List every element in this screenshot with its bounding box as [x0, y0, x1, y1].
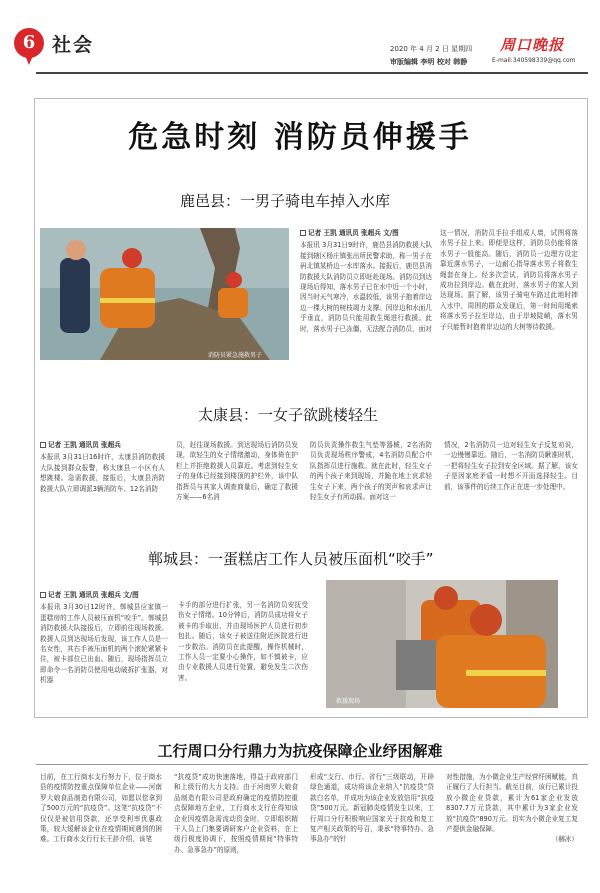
story2-column-1	[40, 440, 165, 522]
editor-credits: 审版编辑 李明 校对 韩静	[390, 58, 468, 66]
bottom-column-4	[446, 772, 578, 884]
byline-square-icon	[40, 442, 46, 448]
story2-column-4: 情况，2名消防员一边对轻生女子反复劝说，一边慢慢靠近。随后，一名消防员瞅准时机，一把将轻生女子拉到安全区域。据了解，该女子是因家庭矛盾一时想不开而选择轻生。目前，该事件的后续工作正在进一步处理中。	[444, 441, 578, 491]
page-header	[0, 0, 600, 78]
story1-byline-text: 记者 王凯 通讯员 张超兵 文/图	[308, 229, 399, 237]
bottom-author: （赫冰）	[551, 835, 578, 844]
bottom-text-4: 对性措施，为小微企业生产经营纾困赋能，真正履行了大行担当。截至目前，该行已累计投放小微企业贷款，累计为61家企业发放8307.7万元贷款，其中累计为3家企业发放“抗疫贷”890万元。切实为小微企业复工复产提供金融保障。	[446, 773, 578, 834]
story1-photo	[40, 228, 289, 360]
page-number-badge: 6	[14, 28, 44, 58]
byline-square-icon	[40, 592, 46, 598]
story2-column-2: 员，赶往现场救援。到达现场后消防员发现，欲轻生的女子情绪激动，身体倚在护栏上并拒绝救援人员靠近。考虑到轻生女子的身体已经接到楼顶的护栏外，该中队指挥员与其家人调查商量后，确定了救援方案——6名消	[176, 441, 298, 502]
story1-byline	[300, 228, 432, 238]
story3-column-1	[40, 590, 168, 708]
story3-text-1: 本报讯 3月30日12时许，郸城县应家镇一蛋糕房的工作人员被压面机“咬手”。郸城县消防救援大队接报后，立即前往现场救援。救援人员到达现场后发现，该工作人员是一名女性，其右手被压面机的两个滚轮紧紧卡住，被卡部位已出血。随后，现场指挥员立即命令一名消防员使用电动破拆扩张器，对机器	[40, 603, 168, 685]
contact-email: E-mail:340598339@qq.com	[492, 57, 576, 64]
story2-byline	[40, 440, 165, 450]
story2-title: 太康县：一女子欲跳楼轻生	[198, 406, 379, 424]
story3-title: 郸城县：一蛋糕店工作人员被压面机“咬手”	[148, 550, 434, 568]
story1-column-1	[300, 228, 432, 368]
rescue-scene-image	[326, 580, 558, 708]
bottom-column-3: 形成“支行、市行、省行”三级联动，开辟绿色通道，成功将该企业纳入“抗疫贷”贷款白名单，并成功为该企业发放信用“抗疫贷”500万元。新冠肺炎疫情发生以来，工行周口分行积极响应国家关于抗疫和复工复产相关政策的号召，秉承“特事特办、急事急办”的针	[310, 773, 434, 844]
story3-caption: 救援现场	[336, 698, 361, 705]
story2-byline-text: 记者 王凯 通讯员 张超兵	[48, 441, 121, 449]
section-name: 社会	[52, 34, 95, 56]
header-divider	[36, 72, 588, 74]
main-headline: 危急时刻 消防员伸援手	[128, 120, 472, 155]
story1-caption: 消防员紧急施救男子	[208, 352, 263, 359]
story1-text-1: 本报讯 3月31日9时许，鹿邑县消防救援大队接到辖区杨庄镇张出所民警求助，称一男子在码北镇某桥边一水库落水。接报后，鹿邑县消防救援大队消防员立即赶赴现场。消防员到达现场后得知，落水男子已在水中近一个小时，因当时天气寒冷，水温较低，该男子抱着岸边边一棵大树的树枝竭力支撑。因岸边和水面几乎垂直，消防员只能用救生绳进行救援。此时，落水男子已冻僵，无法配合消防员，面对	[300, 241, 432, 333]
bottom-column-2: “抗疫贷”成功快速落地，得益于政府部门和上级行的大力支持。由于河南罗大娘食品制造有限公司是政府确定的疫情防控重点保障地方企业，工行商水支行在得知该企业因疫情急需流动资金时，立即组织精干人员上门集要调研客户企业资料，在上级行极度协调下，按照疫情期间“特事特办、急事急办”的原则，	[174, 773, 298, 854]
story3-byline-text: 记者 王凯 通讯员 张超兵 文/图	[48, 591, 139, 599]
bottom-divider	[36, 764, 588, 765]
bottom-headline: 工行周口分行鼎力为抗疫保障企业纾困解难	[157, 742, 443, 760]
firefighter-rescue-image	[40, 228, 289, 360]
story3-photo	[326, 580, 558, 708]
story2-text-1: 本报讯 3月31日16时许，太康县消防救援大队接到群众报警，称太康县一小区有人想跳楼。急需救援，接报后，太康县消防救援大队立即调派3辆消防车、12名消防	[40, 453, 165, 493]
story1-column-2: 这一情况，消防员手拉手组成人墙，试图将落水男子拉上来。即便是这样，消防员仍能将落水男子一股能高。随后，消防员一边理方设定靠近落水男子，一边耐心指导落水男子将救生绳套在身上。经多次尝试，消防员将落水男子成功拉到岸边。截在此时，落水男子的家人到达现场。据了解，该男子骑电车路过此地时摔入水中，周围的群众发现后，第一时间用绳索将落水男子拉至岸边，由于岸坡陡峭，落水男子只能暂时抱着岸边边的大树等待救援。	[440, 229, 578, 331]
story2-column-3: 防员负责操作救生气垫等器械，2名消防员负责现场秩序警戒，4名消防员配合中队指挥员进行施救。就在此时，轻生女子的两个孩子来到现场，并跪在地上哀求轻生女子下来，两个孩子的哭声和哀求声让轻生女子有所动摇。面对这一	[310, 441, 432, 502]
byline-square-icon	[300, 230, 306, 236]
issue-date: 2020 年 4 月 2 日 星期四	[390, 45, 473, 53]
story1-title: 鹿邑县：一男子骑电车掉入水库	[180, 192, 391, 210]
bottom-column-1: 目前，在工行商水支行努力下，位于商水县的疫情防控重点保障单位企业——河南罗大娘食品制造有限公司，如愿以偿拿到了500万元的“抗疫贷”。这笔“抗疫贷”不仅仅是被信用贷款，还享受利率优惠政策，较大缓解该企业在疫情期间遇到的困难。工行商水支行行长王辞介绍，该笔	[40, 773, 162, 844]
newspaper-logo: 周口晚报	[500, 36, 565, 54]
story3-column-2: 卡手的部分进行扩张，另一名消防员安抚受伤女子情绪。10分钟后，消防员成功将女子被卡的手取出，并由现场医护人员进行初步包扎。随后，该女子被送往附近医院进行进一步救治。消防员在此提醒，操作机械时，工作人员一定要小心操作，如不慎被卡，应由专业救援人员进行处置，避免发生二次伤害。	[178, 601, 308, 682]
story3-byline	[40, 590, 168, 600]
